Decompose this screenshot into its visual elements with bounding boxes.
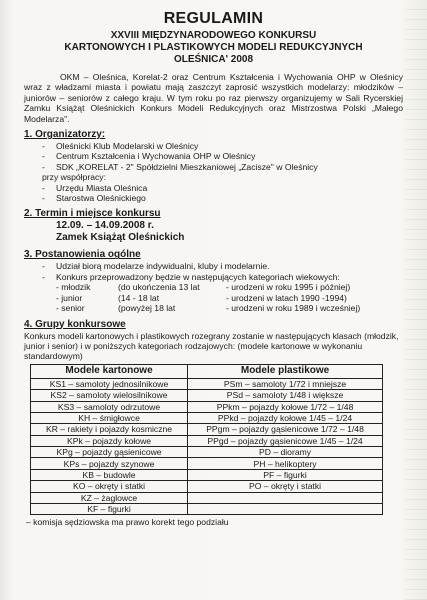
table-row (31, 401, 383, 412)
plastic-model-category (188, 504, 383, 515)
paper-model-category: KZ – żaglowce (31, 492, 188, 503)
list-item: - Urzędu Miasta Oleśnica (42, 182, 148, 193)
table-row (31, 435, 383, 446)
column-header-plastic-models: Modele plastikowe (188, 364, 383, 378)
plastic-model-category: PF – figurki (188, 469, 383, 480)
table-row (31, 492, 383, 503)
document-title: REGULAMIN (163, 10, 264, 27)
section-heading-organizers: 1. Organizatorzy: (24, 129, 106, 141)
column-header-paper-models: Modele kartonowe (31, 364, 188, 378)
section-heading-date-place: 2. Termin i miejsce konkursu (24, 208, 161, 220)
paper-model-category: KPg – pojazdy gąsienicowe (31, 447, 188, 458)
document-subtitle-line: KARTONOWYCH I PLASTIKOWYCH MODELI REDUKCYJNYCH (64, 42, 363, 53)
list-item: - Udział biorą modelarze indywidualni, kluby i modelarnie. (42, 261, 270, 272)
cooperation-label: przy współpracy: (42, 172, 106, 183)
plastic-model-category: PH – helikoptery (188, 458, 383, 469)
plastic-model-category: PO – okręty i statki (188, 481, 383, 492)
section-heading-groups: 4. Grupy konkursowe (24, 318, 126, 330)
plastic-model-category: PSd – samoloty 1/48 i większe (188, 390, 383, 401)
table-row (31, 504, 383, 515)
list-item: - Centrum Kształcenia i Wychowania OHP w Oleśnicy (42, 151, 256, 162)
groups-intro-text: Konkurs modeli kartonowych i plastikowych rozegrany zostanie w następujących klasach (młodzik, junior i senior) i w poniższych kategoriach rodzajowych: (modele kartonowe w wykonaniu standardowym) (24, 330, 399, 362)
intro-text: OKM – Oleśnica, Korelat-2 oraz Centrum Kształcenia i Wychowania OHP w Oleśnicy wraz z władzami miasta i powiatu mają zaszczyt zaprosić wszystkich modelarzy: młodzików – juniorów – seniorów z całego kraju. W tym roku po raz pierwszy organizujemy w Sali Rycerskiej Zamku Książąt Oleśnickich Konkurs Modeli Redukcyjnych oraz Mistrzostwa Polski „Małego Modelarza". (24, 72, 403, 124)
table-header-row (31, 364, 383, 378)
table-row (31, 424, 383, 435)
age-category-row: - młodzik (do ukończenia 13 lat - urodzeni w roku 1995 i później) (56, 282, 351, 293)
table-row (31, 469, 383, 480)
paper-model-category: KS1 – samoloty jednosilnikowe (31, 378, 188, 389)
table-row (31, 378, 383, 389)
plastic-model-category: PD – dioramy (188, 447, 383, 458)
document-subtitle-line: OLEŚNICA' 2008 (173, 54, 254, 65)
age-categories (24, 282, 403, 313)
plastic-model-category: PPkd – pojazdy kołowe 1/45 – 1/24 (188, 412, 383, 423)
table-row (31, 390, 383, 401)
cooperators-list (24, 183, 403, 204)
paper-model-category: KH – śmigłowce (31, 412, 188, 423)
plastic-model-category: PPkm – pojazdy kołowe 1/72 – 1/48 (188, 401, 383, 412)
model-categories-table (30, 364, 383, 516)
paper-model-category: KO – okręty i statki (31, 481, 188, 492)
paper-model-category: KS2 – samoloty wielosilnikowe (31, 390, 188, 401)
table-row (31, 458, 383, 469)
table-row (31, 412, 383, 423)
intro-paragraph (24, 72, 403, 124)
contest-venue: Zamek Książąt Oleśnickich (56, 232, 185, 244)
document-subtitle-line: XXVIII MIĘDZYNARODOWEGO KONKURSU (110, 30, 317, 41)
scan-edge-shadow (405, 0, 427, 600)
paper-model-category: KR – rakiety i pojazdy kosmiczne (31, 424, 188, 435)
list-item: - Konkurs przeprowadzony będzie w następujących kategoriach wiekowych: (42, 271, 340, 282)
table-body (31, 378, 383, 515)
section-heading-general: 3. Postanowienia ogólne (24, 249, 141, 261)
organizers-list (24, 141, 403, 172)
list-item: - Starostwa Oleśnickiego (42, 193, 146, 204)
general-rules-list (24, 261, 403, 282)
list-item: - SDK „KORELAT - 2" Spółdzielni Mieszkaniowej „Zacisze" w Oleśnicy (42, 161, 318, 172)
paper-model-category: KB – budowle (31, 469, 188, 480)
plastic-model-category: PPgm – pojazdy gąsienicowe 1/72 – 1/48 (188, 424, 383, 435)
contest-dates: 12.09. – 14.09.2008 r. (56, 220, 154, 232)
footer-note: – komisja sędziowska ma prawo korekt tego podziału (26, 517, 229, 528)
paper-model-category: KS3 – samoloty odrzutowe (31, 401, 188, 412)
paper-model-category: KPs – pojazdy szynowe (31, 458, 188, 469)
plastic-model-category: PSm – samoloty 1/72 i mniejsze (188, 378, 383, 389)
age-category-row: - senior (powyżej 18 lat - urodzeni w roku 1989 i wcześniej) (56, 303, 361, 314)
table-row (31, 481, 383, 492)
plastic-model-category (188, 492, 383, 503)
table-row (31, 447, 383, 458)
paper-model-category: KF – figurki (31, 504, 188, 515)
plastic-model-category: PPgd – pojazdy gąsienicowe 1/45 – 1/24 (188, 435, 383, 446)
paper-model-category: KPk – pojazdy kołowe (31, 435, 188, 446)
age-category-row: - junior (14 - 18 lat - urodzeni w latach 1990 -1994) (56, 292, 347, 303)
list-item: - Oleśnicki Klub Modelarski w Oleśnicy (42, 141, 199, 152)
